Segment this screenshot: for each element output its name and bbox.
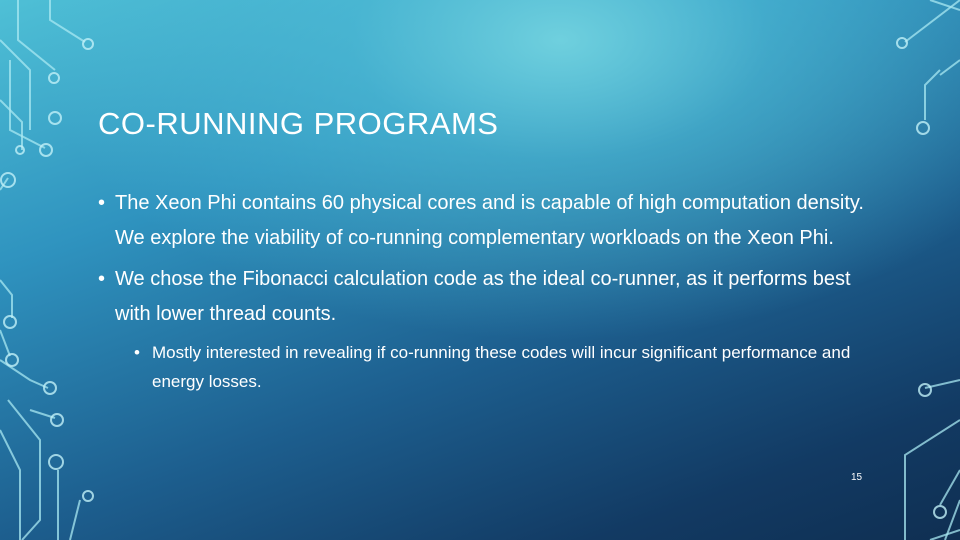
- bullet-item: [98, 262, 878, 332]
- bullet-item: [98, 186, 878, 256]
- page-number: 15: [851, 472, 863, 483]
- slide-title: CO-RUNNING PROGRAMS: [98, 106, 499, 141]
- bullet-text: The Xeon Phi contains 60 physical cores and is capable of high computation density. We explore the viability of co-running complementary workloads on the Xeon Phi.: [115, 192, 864, 249]
- sub-bullet-text: Mostly interested in revealing if co-running these codes will incur significant performance and energy losses.: [152, 343, 851, 391]
- bullet-dot-icon: •: [98, 192, 106, 214]
- bullet-dot-icon: •: [134, 343, 140, 362]
- bullet-text: We chose the Fibonacci calculation code as the ideal co-runner, as it performs best with lower thread counts.: [115, 268, 851, 325]
- sub-bullet-item: [98, 338, 878, 396]
- bullet-dot-icon: •: [98, 268, 106, 290]
- bullet-list: [98, 186, 878, 396]
